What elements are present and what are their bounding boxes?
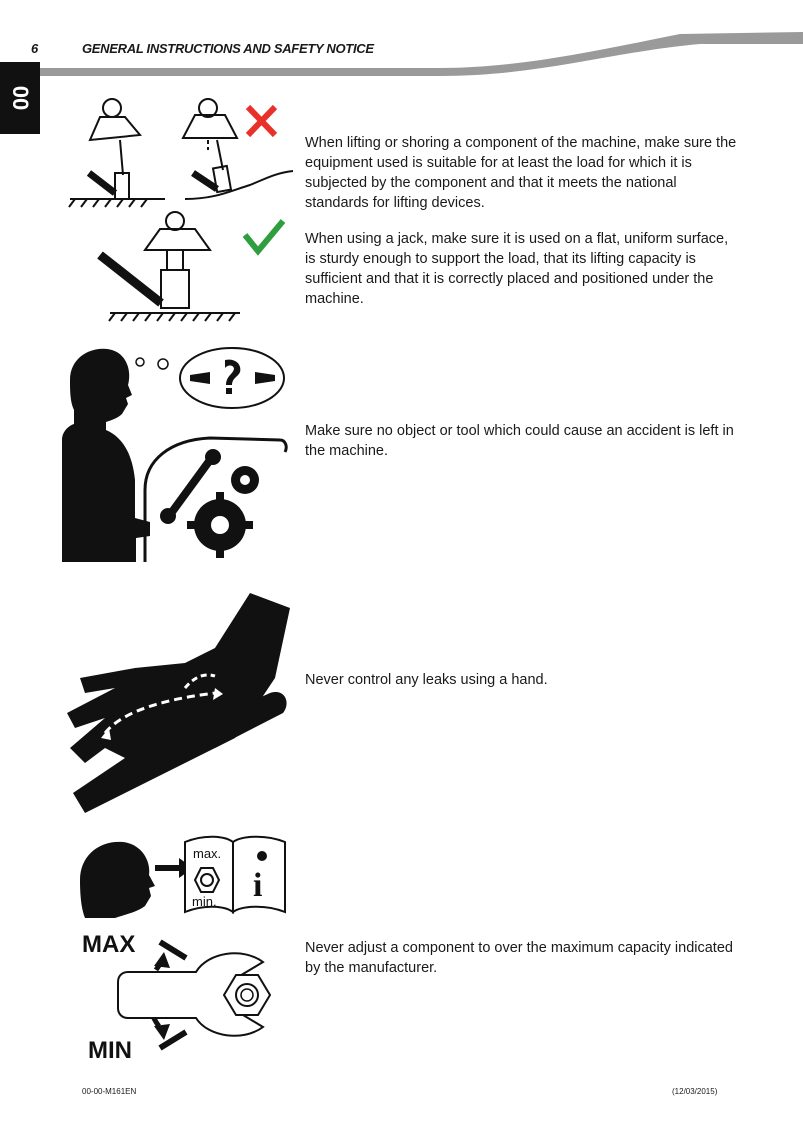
capacity-paragraph: Never adjust a component to over the maximum capacity indicated by the manufacturer. xyxy=(305,940,733,976)
jack-lifting-illustration xyxy=(65,95,295,325)
manual-max-label: max. xyxy=(193,846,222,861)
lifting-paragraph: When lifting or shoring a component of the machine, make sure the equipment used is suitable for at least the load for which it is subjected by the component and that it meets the national standards for lifting devices. xyxy=(305,135,737,211)
wrench-capacity-illustration xyxy=(78,922,293,1067)
leak-hand-illustration xyxy=(65,588,295,818)
person-silhouette xyxy=(62,349,150,562)
cross-icon xyxy=(248,107,275,135)
wrench-question-icon xyxy=(190,360,275,394)
info-symbol: i xyxy=(253,867,263,904)
wrench-icon xyxy=(172,460,210,512)
page-number: 6 xyxy=(31,41,39,56)
tool-paragraph: Make sure no object or tool which could cause an accident is left in the machine. xyxy=(305,423,734,459)
head-silhouette xyxy=(80,842,155,918)
document-code: 00-00-M161EN xyxy=(82,1087,137,1096)
jack-correct xyxy=(100,212,240,321)
document-date: (12/03/2015) xyxy=(672,1087,718,1096)
leak-paragraph: Never control any leaks using a hand. xyxy=(305,672,548,688)
check-icon xyxy=(245,221,283,251)
page-title: GENERAL INSTRUCTIONS AND SAFETY NOTICE xyxy=(82,41,374,56)
wrench-min-label: MIN xyxy=(88,1037,132,1064)
tool-left-illustration xyxy=(60,340,290,562)
info-icon xyxy=(257,851,267,861)
manual-capacity-illustration xyxy=(75,830,290,925)
section-tab-label: 00 xyxy=(8,85,33,111)
manual-min-label: min. xyxy=(192,894,217,909)
jack-unstable-left xyxy=(69,99,165,207)
jack-uneven-ground xyxy=(183,99,293,199)
jack-paragraph: When using a jack, make sure it is used on a flat, uniform surface, is sturdy enough to support the load, that its lifting capacity is sufficient and that it is correctly placed and positioned under the machine. xyxy=(305,231,729,307)
wrench-max-label: MAX xyxy=(82,931,136,958)
header-band xyxy=(0,30,803,85)
